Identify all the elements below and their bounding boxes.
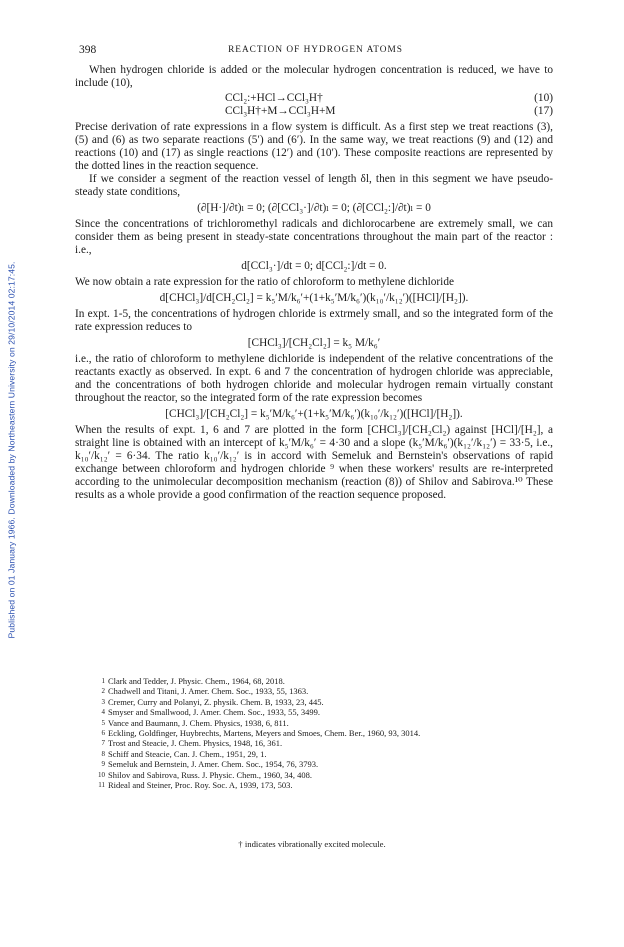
reference-item xyxy=(92,718,562,728)
reference-number: 7 xyxy=(101,739,105,748)
reference-number: 2 xyxy=(101,687,105,696)
reference-text: Chadwell and Titani, J. Amer. Chem. Soc., 1933, 55, 1363. xyxy=(108,686,309,697)
reference-number: 6 xyxy=(101,729,105,738)
paragraph: Precise derivation of rate expressions in a flow system is difficult. As a first step we treat reactions (3), (5) and (6) as two separate reactions (5′) and (6′). In the same way, we treat reactions (9) and (12) and reactions (10) and (17) as single reactions (12′) and (10′). These composite reactions are represented by the dotted lines in the reaction sequence. xyxy=(75,121,553,172)
paragraph: We now obtain a rate expression for the ratio of chloroform to methylene dichloride xyxy=(75,276,454,288)
reference-item xyxy=(92,676,562,686)
reference-item xyxy=(92,749,562,759)
equation-number: (17) xyxy=(534,105,553,117)
reference-number: 4 xyxy=(101,708,105,717)
dagger-footnote: † indicates vibrationally excited molecule. xyxy=(238,839,386,849)
paragraph: Since the concentrations of trichloromethyl radicals and dichlorocarbene are extremely small, we can consider them as being present in steady-state concentrations throughout the main part of the reactor : i.e., xyxy=(75,218,553,256)
reference-text: Eckling, Goldfinger, Huybrechts, Martens, Meyers and Smoes, Chem. Ber., 1960, 93, 3014. xyxy=(108,728,421,739)
reference-item xyxy=(92,728,562,738)
reference-list xyxy=(92,676,562,790)
paragraph: When the results of expt. 1, 6 and 7 are plotted in the form [CHCl₃]/[CH₂Cl₂) against [HCl]/[H₂], a straight line is obtained with an intercept of k₅′M/k₆′ = 4·30 and a slope (k₅′M/k₆′)(k₁₂′/k₁₂′) = 33·5, i.e., k₁₀′/k₁₂′ = 6·34. The ratio k₁₀′/k₁₂′ is in accord with Semeluk and Bernstein's observations of rapid exchange between chloroform and hydrogen chloride ⁹ when these workers' results are re-interpreted according to the unimolecular decomposition mechanism (reaction (8)) of Shilov and Sabirova.¹⁰ These results as a whole provide a good confirmation of the reaction sequence proposed. xyxy=(75,424,553,501)
equation-steady-state: (∂[H·]/∂t)ₗ = 0; (∂[CCl₃·]/∂t)ₗ = 0; (∂[CCl₂:]/∂t)ₗ = 0 xyxy=(197,202,431,214)
reference-item xyxy=(92,759,562,769)
equation-time-derivative: d[CCl₃·]/dt = 0; d[CCl₂:]/dt = 0. xyxy=(241,260,387,272)
reference-text: Vance and Baumann, J. Chem. Physics, 1938, 6, 811. xyxy=(108,717,289,728)
paragraph: If we consider a segment of the reaction vessel of length δl, then in this segment we have pseudo-steady state conditions, xyxy=(75,173,553,198)
reference-number: 8 xyxy=(101,749,105,758)
download-notice-text: Published on 01 January 1966. Downloaded by Northeastern University on 29/10/2014 02:17:45. xyxy=(6,261,16,639)
reference-item xyxy=(92,697,562,707)
equation-text: CCl₂:+HCl→CCl₃H† xyxy=(225,92,323,104)
equation-rate: d[CHCl₃]/d[CH₂Cl₂] = k₅′M/k₆′+(1+k₅′M/k₆′)(k₁₀′/k₁₂′)([HCl]/[H₂]). xyxy=(159,292,469,304)
reference-text: Schiff and Steacie, Can. J. Chem., 1951, 29, 1. xyxy=(108,748,267,759)
reference-number: 3 xyxy=(101,697,105,706)
paragraph: When hydrogen chloride is added or the molecular hydrogen concentration is reduced, we have to include (10), xyxy=(75,64,553,89)
reference-text: Rideal and Steiner, Proc. Roy. Soc. A, 1939, 173, 503. xyxy=(108,780,293,791)
paragraph: In expt. 1-5, the concentrations of hydrogen chloride is extrmely small, and so the integrated form of the rate expression reduces to xyxy=(75,308,553,333)
reference-number: 5 xyxy=(101,718,105,727)
reference-text: Cremer, Curry and Polanyi, Z. physik. Chem. B, 1933, 23, 445. xyxy=(108,696,324,707)
reference-item xyxy=(92,738,562,748)
reference-text: Semeluk and Bernstein, J. Amer. Chem. Soc., 1954, 76, 3793. xyxy=(108,759,319,770)
equation-ratio: [CHCl₃]/[CH₂Cl₂] = k₅ M/k₆′ xyxy=(247,337,381,349)
equation-10 xyxy=(75,92,553,105)
equation-17 xyxy=(75,105,553,118)
running-title: REACTION OF HYDROGEN ATOMS xyxy=(228,45,403,55)
reference-item xyxy=(92,770,562,780)
reference-item xyxy=(92,686,562,696)
page-number: 398 xyxy=(79,44,97,56)
reference-text: Shilov and Sabirova, Russ. J. Physic. Chem., 1960, 34, 408. xyxy=(108,769,313,780)
paragraph: i.e., the ratio of chloroform to methylene dichloride is independent of the relative concentrations of the reactants exactly as observed. In expt. 6 and 7 the concentration of hydrogen chloride was appreciable, and the concentrations of both hydrogen chloride and molecular hydrogen remain virtually constant throughout the reactor, so the integrated form of the rate expression becomes xyxy=(75,353,553,404)
reference-item xyxy=(92,707,562,717)
reference-item xyxy=(92,780,562,790)
page-header xyxy=(79,44,552,58)
reference-number: 10 xyxy=(98,770,105,779)
reference-number: 9 xyxy=(101,760,105,769)
equation-number: (10) xyxy=(534,92,553,104)
article-body xyxy=(75,64,553,502)
equation-integrated: [CHCl₃]/[CH₂Cl₂] = k₅′M/k₆′+(1+k₅′M/k₆′)(k₁₀′/k₁₂′)([HCl]/[H₂]). xyxy=(165,408,463,420)
download-notice xyxy=(2,140,20,760)
equation-text: CCl₃H†+M→CCl₃H+M xyxy=(225,105,336,117)
reference-text: Trost and Steacie, J. Chem. Physics, 1948, 16, 361. xyxy=(108,738,283,749)
reference-number: 1 xyxy=(101,677,105,685)
reference-text: Smyser and Smallwood, J. Amer. Chem. Soc., 1933, 55, 3499. xyxy=(108,707,321,718)
reference-text: Clark and Tedder, J. Physic. Chem., 1964, 68, 2018. xyxy=(108,676,285,686)
reference-number: 11 xyxy=(98,781,105,790)
